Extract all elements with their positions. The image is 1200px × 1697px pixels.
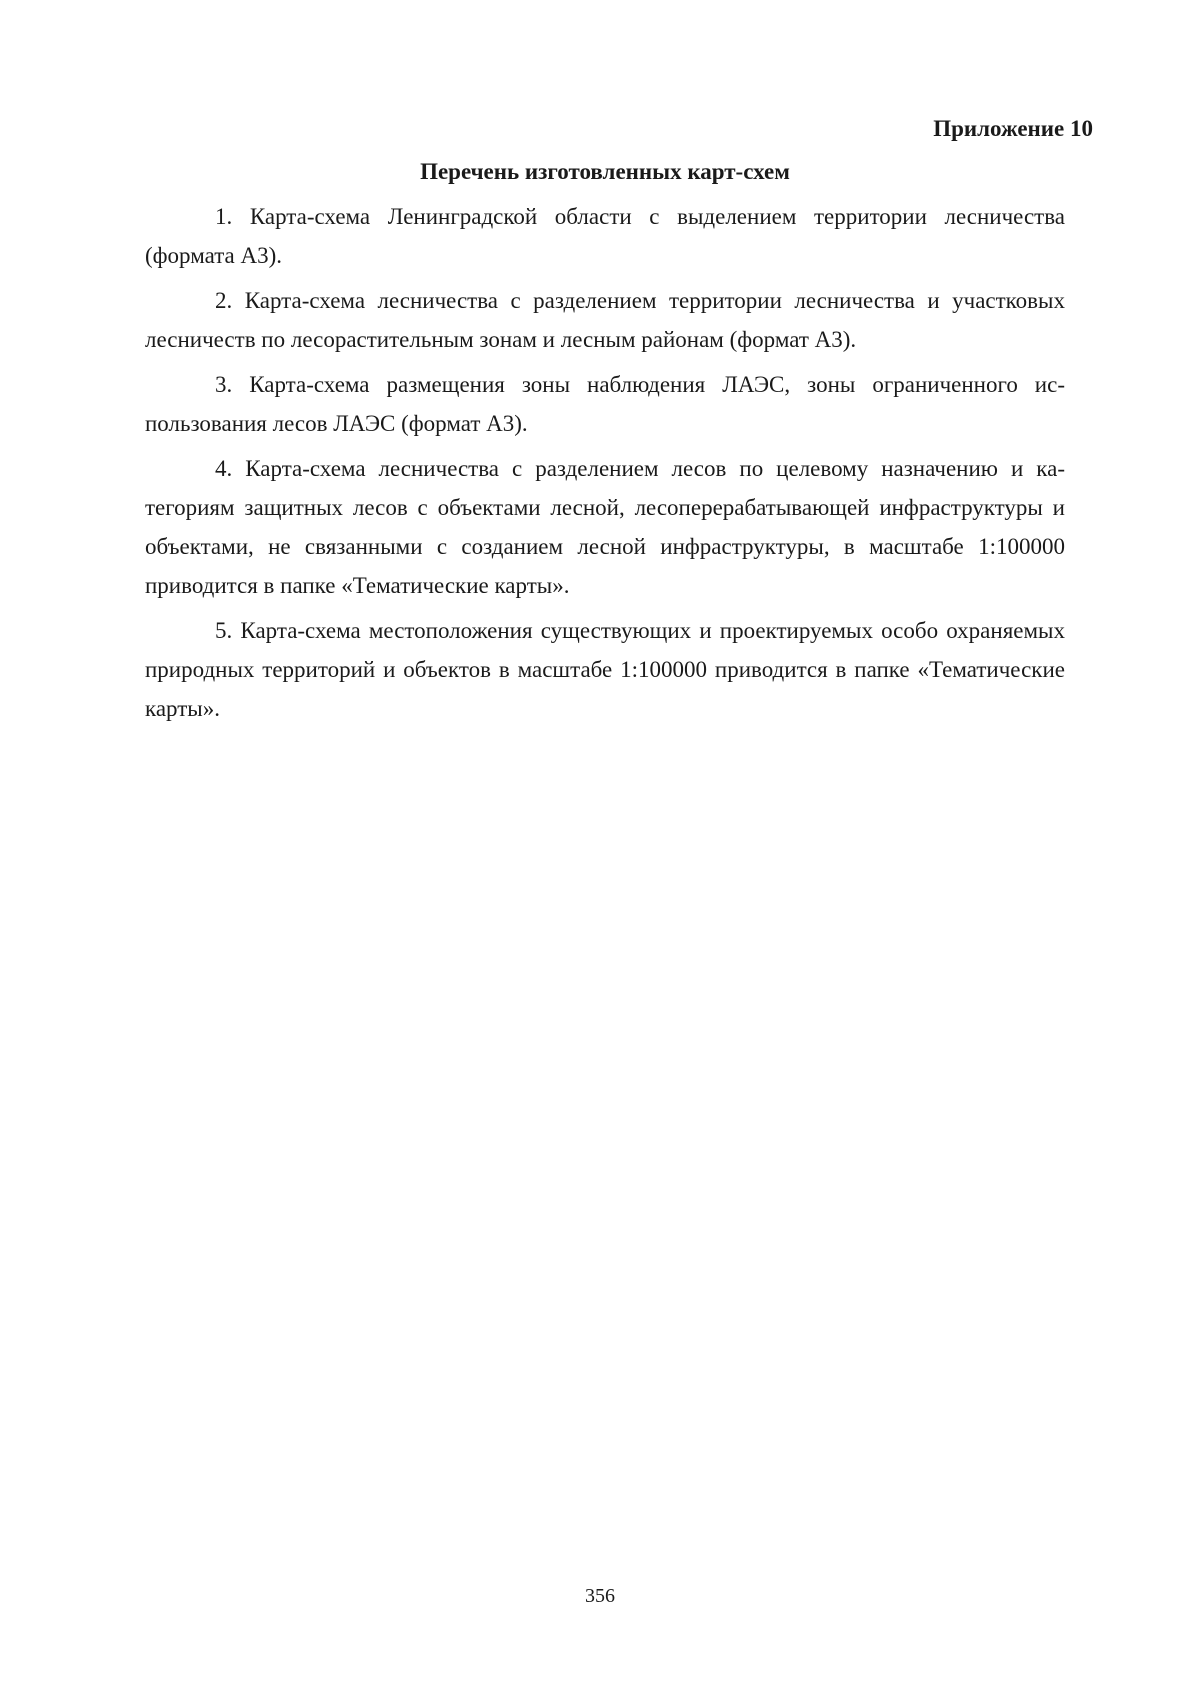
list-item: 2. Карта-схема лесничества с разделением территории лесничества и участковых лесничеств по лесорастительным зонам и лесным районам (формат А3).	[145, 288, 1065, 352]
list-item: 4. Карта-схема лесничества с разделением лесов по целевому назначению и категориям защитных лесов с объектами лесной, лесоперерабатывающей инфраструктуры и объектами, не связанными с созданием лесной инфраструктуры, в масштабе 1:100000 приводится в папке «Тематические карты».	[145, 456, 1065, 598]
appendix-label: Приложение 10	[933, 116, 1093, 141]
map-list	[145, 197, 1065, 734]
page-number: 356	[585, 1585, 615, 1607]
list-item: 5. Карта-схема местоположения существующих и проектируемых особо охраняемых природных территорий и объектов в масштабе 1:100000 приводится в папке «Тематические карты».	[145, 618, 1065, 721]
list-item: 3. Карта-схема размещения зоны наблюдения ЛАЭС, зоны ограниченного использования лесов ЛАЭС (формат А3).	[145, 372, 1065, 436]
list-item: 1. Карта-схема Ленинградской области с выделением территории лесничества (формата А3).	[145, 204, 1065, 268]
document-title: Перечень изготовленных карт-схем	[420, 159, 790, 184]
